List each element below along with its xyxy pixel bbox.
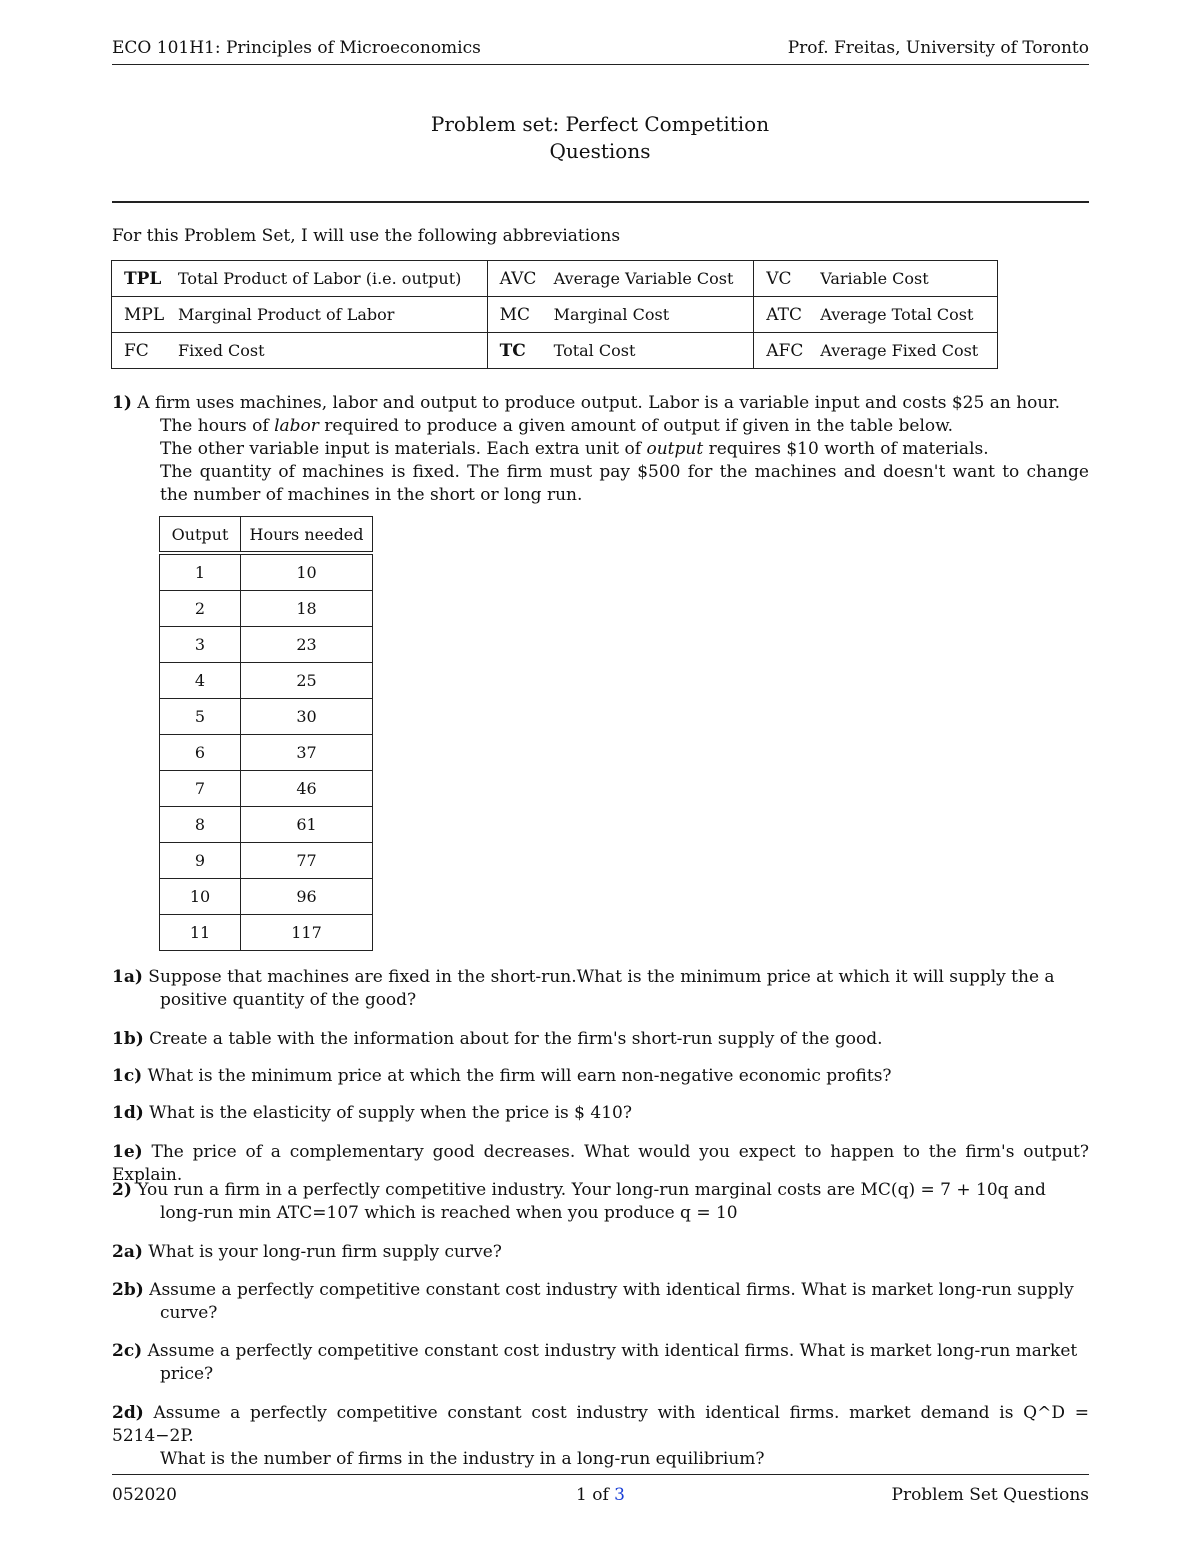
abbr-code: AVC	[487, 261, 554, 297]
question-text-continued: curve?	[160, 1303, 218, 1323]
hours-cell: 37	[241, 735, 373, 771]
total-pages-link[interactable]: 3	[614, 1485, 625, 1505]
question-1d	[112, 1102, 1089, 1125]
instructor-line: Prof. Freitas, University of Toronto	[787, 38, 1089, 58]
question-text-continued: What is the number of firms in the industry in a long-run equilibrium?	[160, 1449, 765, 1469]
question-text: The quantity of machines is fixed. The firm must pay $500 for the machines and doesn't want to change the number of machines in the short or long run.	[160, 462, 1089, 505]
output-cell: 7	[160, 771, 241, 807]
page-number-prefix: 1 of	[576, 1485, 615, 1505]
emphasis-text: output	[646, 439, 704, 459]
hours-cell: 46	[241, 771, 373, 807]
abbr-definition: Average Fixed Cost	[820, 333, 997, 369]
hours-table	[159, 516, 373, 951]
footer-label: Problem Set Questions	[891, 1485, 1089, 1505]
document-title: Problem set: Perfect Competition	[430, 112, 770, 136]
question-number: 1d)	[112, 1103, 144, 1123]
abbr-code: AFC	[754, 333, 821, 369]
question-text: A firm uses machines, labor and output to produce output. Labor is a variable input and costs $25 an hour.	[137, 393, 1060, 413]
question-number: 2)	[112, 1180, 132, 1200]
question-text: Assume a perfectly competitive constant cost industry with identical firms. What is market long-run market	[147, 1341, 1078, 1361]
intro-text: For this Problem Set, I will use the following abbreviations	[112, 226, 621, 246]
question-text: The hours of	[160, 416, 275, 436]
question-text: required to produce a given amount of output if given in the table below.	[318, 416, 954, 436]
abbr-definition: Marginal Product of Labor	[178, 297, 487, 333]
question-number: 2c)	[112, 1341, 143, 1361]
question-text: Suppose that machines are fixed in the short-run.What is the minimum price at which it will supply the a	[148, 967, 1055, 987]
hours-cell: 117	[241, 915, 373, 951]
table-row	[160, 591, 373, 627]
output-cell: 6	[160, 735, 241, 771]
table-row	[160, 735, 373, 771]
question-text: requires $10 worth of materials.	[703, 439, 989, 459]
abbr-definition: Average Total Cost	[820, 297, 997, 333]
output-cell: 4	[160, 663, 241, 699]
hours-cell: 61	[241, 807, 373, 843]
abbr-code: TC	[487, 333, 554, 369]
question-1c	[112, 1065, 1089, 1088]
hours-cell: 30	[241, 699, 373, 735]
table-row	[160, 879, 373, 915]
table-header-row	[160, 517, 373, 554]
abbr-code: ATC	[754, 297, 821, 333]
title-rule	[112, 201, 1089, 203]
question-text: Assume a perfectly competitive constant cost industry with identical firms. market demand is Q^D = 5214−2P.	[112, 1403, 1089, 1446]
document-code: 052020	[112, 1485, 177, 1505]
abbr-definition: Total Product of Labor (i.e. output)	[178, 261, 487, 297]
question-text: What is the elasticity of supply when the price is $ 410?	[149, 1103, 632, 1123]
table-row	[160, 663, 373, 699]
hours-cell: 18	[241, 591, 373, 627]
question-2c	[112, 1340, 1089, 1386]
question-number: 1c)	[112, 1066, 143, 1086]
table-row	[160, 699, 373, 735]
abbr-code: FC	[112, 333, 179, 369]
output-cell: 1	[160, 553, 241, 591]
abbr-definition: Average Variable Cost	[554, 261, 754, 297]
column-header-hours: Hours needed	[241, 517, 373, 554]
question-text: Assume a perfectly competitive constant cost industry with identical firms. What is market long-run supply	[149, 1280, 1074, 1300]
question-number: 2b)	[112, 1280, 144, 1300]
question-number: 1a)	[112, 967, 143, 987]
question-text-continued: long-run min ATC=107 which is reached when you produce q = 10	[160, 1203, 738, 1223]
table-row	[160, 807, 373, 843]
output-cell: 9	[160, 843, 241, 879]
question-text: Create a table with the information about for the firm's short-run supply of the good.	[149, 1029, 883, 1049]
abbr-definition: Marginal Cost	[554, 297, 754, 333]
emphasis-text: labor	[274, 416, 319, 436]
hours-cell: 25	[241, 663, 373, 699]
table-row	[160, 627, 373, 663]
question-2a	[112, 1241, 1089, 1264]
hours-cell: 10	[241, 553, 373, 591]
hours-cell: 77	[241, 843, 373, 879]
document-subtitle: Questions	[549, 139, 651, 163]
question-text: You run a firm in a perfectly competitive industry. Your long-run marginal costs are MC(q) = 7 + 10q and	[137, 1180, 1046, 1200]
output-cell: 2	[160, 591, 241, 627]
course-title: ECO 101H1: Principles of Microeconomics	[112, 38, 481, 58]
abbr-code: TPL	[112, 261, 179, 297]
question-number: 2a)	[112, 1242, 143, 1262]
output-cell: 11	[160, 915, 241, 951]
table-row	[160, 771, 373, 807]
question-text-continued: price?	[160, 1364, 214, 1384]
output-cell: 8	[160, 807, 241, 843]
table-row	[160, 843, 373, 879]
question-1a	[112, 966, 1089, 1012]
abbreviation-row	[112, 333, 998, 369]
question-text: The other variable input is materials. Each extra unit of	[160, 439, 647, 459]
question-text: What is your long-run firm supply curve?	[148, 1242, 502, 1262]
abbr-definition: Variable Cost	[820, 261, 997, 297]
question-number: 1b)	[112, 1029, 144, 1049]
table-row	[160, 553, 373, 591]
abbr-definition: Fixed Cost	[178, 333, 487, 369]
hours-cell: 23	[241, 627, 373, 663]
hours-cell: 96	[241, 879, 373, 915]
question-number: 1)	[112, 393, 132, 413]
output-cell: 10	[160, 879, 241, 915]
question-text: The price of a complementary good decreases. What would you expect to happen to the firm's output? Explain.	[112, 1142, 1090, 1185]
output-cell: 3	[160, 627, 241, 663]
abbreviation-row	[112, 297, 998, 333]
abbr-definition: Total Cost	[554, 333, 754, 369]
question-text-continued: positive quantity of the good?	[160, 990, 417, 1010]
question-2d	[112, 1402, 1089, 1471]
abbr-code: MC	[487, 297, 554, 333]
abbreviation-row	[112, 261, 998, 297]
page-footer	[112, 1474, 1089, 1505]
question-1	[112, 392, 1089, 507]
page-header	[112, 36, 1089, 65]
column-header-output: Output	[160, 517, 241, 554]
abbr-code: MPL	[112, 297, 179, 333]
question-text: What is the minimum price at which the firm will earn non-negative economic profits?	[147, 1066, 892, 1086]
output-cell: 5	[160, 699, 241, 735]
question-2b	[112, 1279, 1089, 1325]
question-2	[112, 1179, 1089, 1225]
abbr-code: VC	[754, 261, 821, 297]
abbreviation-table	[111, 260, 998, 369]
table-row	[160, 915, 373, 951]
question-number: 2d)	[112, 1403, 144, 1423]
question-1b	[112, 1028, 1089, 1051]
question-number: 1e)	[112, 1142, 143, 1162]
